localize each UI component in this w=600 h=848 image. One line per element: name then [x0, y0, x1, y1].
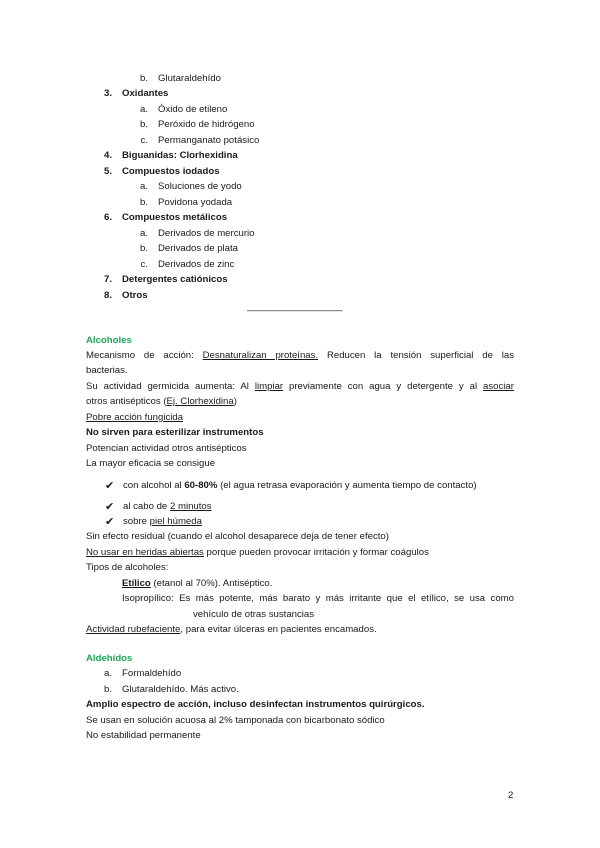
check-item: con alcohol al 60-80% (el agua retrasa evaporación y aumenta tiempo de contacto): [123, 480, 477, 491]
list-marker: c.: [140, 135, 148, 146]
no-sirven: No sirven para esterilizar instrumentos: [86, 427, 264, 438]
list-item: Óxido de etileno: [158, 104, 228, 115]
sin-efecto: Sin efecto residual (cuando el alcohol desaparece deja de tener efecto): [86, 531, 389, 542]
actividad-line: Su actividad germicida aumenta: Al limpiar previamente con agua y detergente y al asociar: [86, 381, 514, 392]
actividad-line-2: otros antisépticos (Ej. Clorhexidina): [86, 396, 237, 407]
list-marker: c.: [140, 259, 148, 270]
checkmark-icon: ✔: [105, 480, 115, 492]
list-item: Glutaraldehído. Más activo.: [122, 684, 239, 695]
list-marker: b.: [139, 197, 148, 208]
tipos-alcoholes: Tipos de alcoholes:: [86, 562, 169, 573]
desnaturalizan-link: Desnaturalizan proteínas.: [202, 350, 319, 361]
list-marker: b.: [139, 243, 148, 254]
mecanismo-line: Mecanismo de acción: Desnaturalizan proteínas. Reducen la tensión superficial de las: [86, 350, 515, 361]
section-heading-aldehidos: Aldehídos: [86, 653, 133, 664]
list-item: Derivados de plata: [158, 243, 238, 254]
potencian: Potencian actividad otros antisépticos: [86, 443, 247, 454]
list-item-iodados: Compuestos iodados: [122, 166, 220, 177]
estabilidad: No estabilidad permanente: [86, 730, 201, 741]
list-item: Derivados de mercurio: [158, 228, 255, 239]
mayor-eficacia: La mayor eficacia se consigue: [86, 458, 216, 469]
list-marker: b.: [139, 73, 148, 84]
amplio-espectro: Amplio espectro de acción, incluso desinfectan instrumentos quirúrgicos.: [86, 699, 425, 710]
rubefaciente: Actividad rubefaciente, para evitar úlceras en pacientes encamados.: [86, 624, 377, 635]
list-marker: a.: [139, 104, 148, 115]
mecanismo-line-2: bacterias.: [86, 365, 128, 376]
list-marker: 5.: [103, 166, 112, 177]
check-item: al cabo de 2 minutos: [123, 501, 212, 512]
list-item-metalicos: Compuestos metálicos: [122, 212, 228, 223]
checkmark-icon: ✔: [105, 516, 115, 528]
check-item: sobre piel húmeda: [123, 516, 202, 527]
list-item-detergentes: Detergentes catiónicos: [122, 274, 228, 285]
list-item: Derivados de zinc: [158, 259, 235, 270]
list-item: Permanganato potásico: [158, 135, 260, 146]
list-marker: 4.: [103, 150, 112, 161]
section-heading-alcoholes: Alcoholes: [86, 335, 132, 346]
page-number: 2: [508, 790, 514, 801]
list-marker: 6.: [103, 212, 112, 223]
pobre-accion: Pobre acción fungicida: [86, 412, 184, 423]
no-usar: No usar en heridas abiertas porque pueden provocar irritación y formar coágulos: [86, 547, 429, 558]
list-item: Soluciones de yodo: [158, 181, 242, 192]
list-item: Peróxido de hidrógeno: [158, 119, 255, 130]
isopropilico-line-2: vehículo de otras sustancias: [193, 609, 315, 620]
list-item-biguanidas: Biguanidas: Clorhexidina: [122, 150, 238, 161]
list-marker: b.: [139, 119, 148, 130]
list-marker: 7.: [103, 274, 112, 285]
list-marker: a.: [139, 228, 148, 239]
isopropilico-line: Isopropílico: Es más potente, más barato y más irritante que el etílico, se usa como: [122, 593, 514, 604]
list-marker: a.: [139, 181, 148, 192]
list-marker: 8.: [103, 290, 112, 301]
solucion-acuosa: Se usan en solución acuosa al 2% tamponada con bicarbonato sódico: [86, 715, 385, 726]
list-marker: b.: [103, 684, 112, 695]
list-item-oxidantes: Oxidantes: [122, 88, 169, 99]
list-item-otros: Otros: [122, 290, 148, 301]
list-marker: 3.: [103, 88, 112, 99]
list-item: Formaldehído: [122, 668, 182, 679]
list-item: Glutaraldehído: [158, 73, 221, 84]
checkmark-icon: ✔: [105, 501, 115, 513]
etilico: Etílico (etanol al 70%). Antiséptico.: [122, 578, 273, 589]
list-item: Povidona yodada: [158, 197, 233, 208]
list-marker: a.: [103, 668, 112, 679]
section-separator: ———————————: [247, 305, 342, 316]
